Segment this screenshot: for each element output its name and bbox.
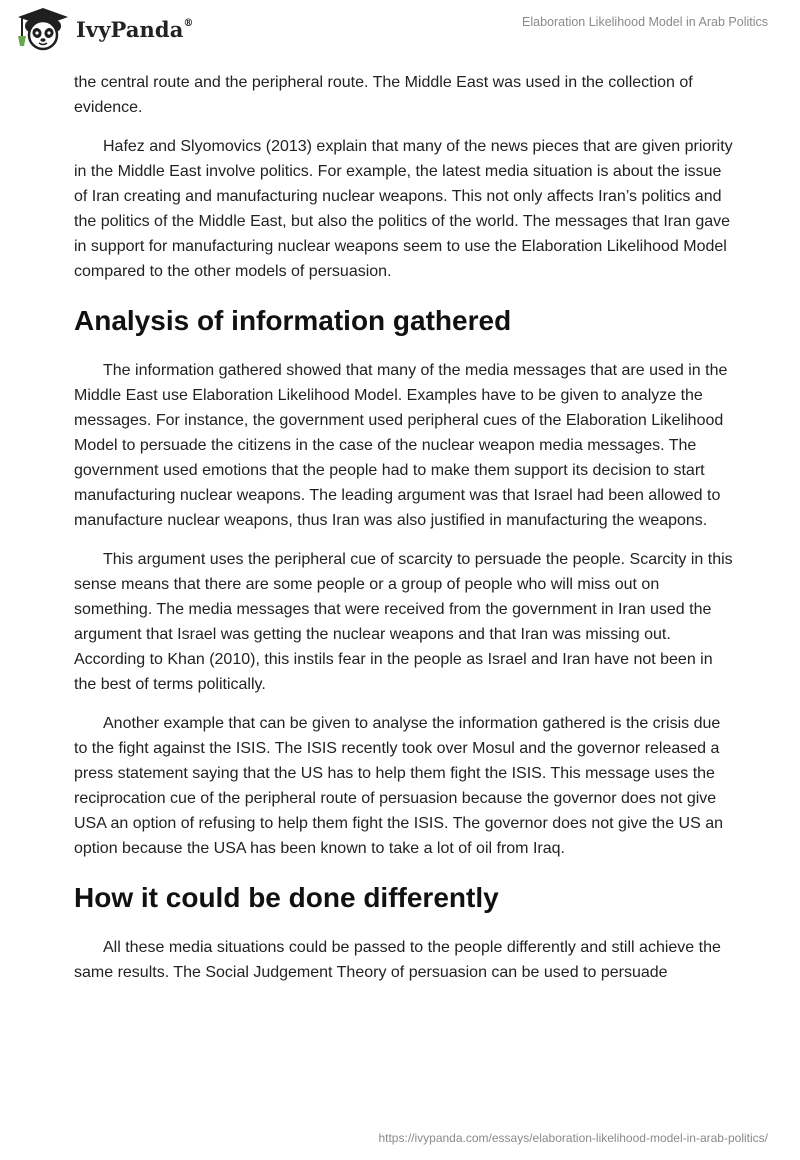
section-heading: How it could be done differently xyxy=(74,882,499,913)
registered-mark: ® xyxy=(183,17,194,29)
panda-logo-icon xyxy=(14,6,72,52)
paragraph: All these media situations could be passed to the people differently and still achieve the same results. The Social Judgement Theory of persuasion can be used to persuade xyxy=(74,939,721,981)
paragraph: Another example that can be given to analyse the information gathered is the crisis due to the fight against the ISIS. The ISIS recently took over Mosul and the governor released a press statement saying that the US has to help them fight the ISIS. This message uses the reciprocation cue of the peripheral route of persuasion because the governor does not give USA an option of refusing to help them fight the ISIS. The governor does not give the US an option because the USA has been known to take a lot of oil from Iraq. xyxy=(74,715,723,857)
paragraph: The information gathered showed that many of the media messages that are used in the Middle East use Elaboration Likelihood Model. Examples have to be given to analyze the messages. For instance, the government used peripheral cues of the Elaboration Likelihood Model to persuade the citizens in the case of the nuclear weapon media messages. The government used emotions that the people had to make them support its decision to start manufacturing nuclear weapons. The leading argument was that Israel had been allowed to manufacture nuclear weapons, thus Iran was also justified in manufacturing the weapons. xyxy=(74,362,728,529)
brand-name-text: IvyPanda xyxy=(76,16,184,42)
paragraph: This argument uses the peripheral cue of scarcity to persuade the people. Scarcity in this sense means that there are some people or a group of people who will miss out on something. The media messages that were received from the government in Iran used the argument that Israel was getting the nuclear weapons and that Iran was missing out. According to Khan (2010), this instils fear in the people as Israel and Iran have not been in the best of terms politically. xyxy=(74,551,733,693)
document-title: Elaboration Likelihood Model in Arab Politics xyxy=(522,15,768,29)
source-url-link[interactable]: https://ivypanda.com/essays/elaboration-likelihood-model-in-arab-politics/ xyxy=(378,1131,768,1145)
paragraph: Hafez and Slyomovics (2013) explain that many of the news pieces that are given priority in the Middle East involve politics. For example, the latest media situation is about the issue of Iran creating and manufacturing nuclear weapons. This not only affects Iran’s politics and the politics of the Middle East, but also the politics of the world. The messages that Iran gave in support for manufacturing nuclear weapons seem to use the Elaboration Likelihood Model compared to the other models of persuasion. xyxy=(74,138,733,280)
article-body xyxy=(74,70,734,999)
brand-logo[interactable] xyxy=(14,6,194,52)
page-header xyxy=(0,0,800,60)
brand-name xyxy=(76,17,194,42)
paragraph: the central route and the peripheral route. The Middle East was used in the collection of evidence. xyxy=(74,74,693,116)
section-heading: Analysis of information gathered xyxy=(74,305,512,336)
